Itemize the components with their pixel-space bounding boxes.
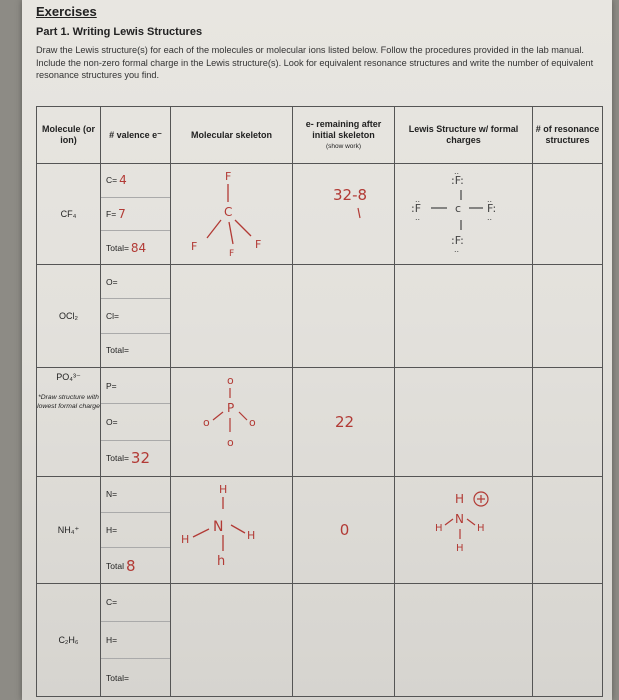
header-remaining [293,107,395,164]
valence-line[interactable]: H= [101,622,170,660]
lewis-structure-cell[interactable] [395,584,533,697]
valence-line[interactable]: O= [101,404,170,440]
table-row [37,164,603,265]
handwritten-answer: 4 [119,173,127,188]
cf4-lewis-drawing [395,164,533,264]
svg-text:H: H [477,523,485,534]
svg-text:..: .. [487,213,493,222]
molecule-name: C₂H₆ [58,635,79,645]
valence-line[interactable]: Total= 32 [106,449,151,468]
svg-text:..: .. [487,195,493,204]
nh4-lewis-drawing [395,477,533,583]
valence-cell [101,265,171,368]
table-header-row [37,107,603,164]
lewis-structure-table [36,106,603,697]
valence-line[interactable]: P= [101,368,170,404]
svg-text:h: h [217,554,226,569]
handwritten-answer: 7 [118,207,126,221]
svg-text:o: o [203,416,210,429]
handwritten-mark [355,206,365,220]
cf4-skeleton-drawing [171,164,293,264]
handwritten-answer: 32 [130,449,151,468]
svg-text:c: c [455,202,462,215]
skeleton-cell[interactable] [171,368,293,477]
svg-text:P: P [227,401,235,415]
molecule-name: OCl₂ [59,311,78,321]
valence-line[interactable]: N= [101,477,170,513]
svg-text:F: F [225,170,232,183]
header-molecule: Molecule (or ion) [37,107,101,164]
skeleton-cell[interactable] [171,164,293,265]
valence-cell [101,164,171,265]
molecule-note: *Draw structure with lowest formal charge [37,394,100,410]
remaining-cell[interactable] [293,164,395,265]
svg-text:..: .. [415,213,421,222]
molecule-cell [37,584,101,697]
remaining-cell[interactable] [293,477,395,584]
valence-line[interactable]: O= [101,265,170,299]
header-resonance: # of resonance structures [533,107,603,164]
po4-skeleton-drawing [171,368,293,476]
header-lewis: Lewis Structure w/ formal charges [395,107,533,164]
handwritten-answer: 8 [125,556,136,575]
molecule-cell [37,477,101,584]
molecule-cell [37,368,101,477]
lewis-structure-cell[interactable] [395,265,533,368]
lewis-structure-cell[interactable] [395,368,533,477]
svg-text:H: H [456,543,464,554]
table-row [37,368,603,477]
svg-text:N: N [213,519,224,535]
header-remaining-sub: (show work) [325,142,362,150]
svg-text:H: H [435,523,443,534]
svg-text:o: o [227,436,234,449]
skeleton-cell[interactable] [171,584,293,697]
table-row [37,584,603,697]
remaining-cell[interactable] [293,265,395,368]
valence-line[interactable]: Total= [106,672,129,683]
header-skeleton: Molecular skeleton [171,107,293,164]
resonance-cell[interactable] [533,584,603,697]
svg-text:N: N [455,512,464,526]
svg-text::F:: :F: [451,234,464,247]
svg-text:..: .. [454,167,460,176]
svg-text:H: H [455,492,465,506]
svg-text:o: o [227,374,234,387]
svg-text:F: F [191,240,198,253]
part-heading: Part 1. Writing Lewis Structures [36,26,203,38]
svg-text:H: H [219,483,228,496]
molecule-name: NH₄⁺ [57,524,80,535]
valence-cell [101,368,171,477]
remaining-work: 0 [339,521,350,539]
remaining-cell[interactable] [293,368,395,477]
valence-line[interactable]: C= [101,584,170,622]
molecule-cell [37,265,101,368]
valence-line[interactable]: Cl= [101,299,170,333]
table-row [37,265,603,368]
valence-line[interactable]: Total= 84 [106,240,147,255]
valence-line[interactable]: H= [101,513,170,549]
skeleton-cell[interactable] [171,477,293,584]
molecule-name: CF₄ [60,209,77,219]
page-title: Exercises [36,4,97,19]
valence-line[interactable]: Total 8 [106,556,136,575]
svg-text:H: H [247,529,256,542]
svg-text:o: o [249,416,256,429]
instructions-text: Draw the Lewis structure(s) for each of the molecules or molecular ions listed below. Follow the procedures provided in the lab manual. Include the non-zero formal charge in the Lewis structure(s). Look for equivalent resonance structures and write the number of equivalent resonance structures you find. [36,45,594,80]
svg-text::F: :F [411,202,422,215]
lewis-structure-cell[interactable] [395,477,533,584]
svg-text:F:: F: [487,202,497,215]
remaining-work: 32-8 [333,186,368,204]
svg-text:H: H [181,533,190,546]
remaining-work: 22 [334,413,355,431]
resonance-cell[interactable] [533,265,603,368]
resonance-cell[interactable] [533,368,603,477]
header-remaining-label: e- remaining after initial skeleton [305,118,382,140]
molecule-name: PO₄³⁻ [56,372,81,382]
nh4-skeleton-drawing [171,477,293,583]
handwritten-answer: 84 [130,240,147,255]
molecule-cell [37,164,101,265]
valence-line[interactable]: Total= [106,345,129,356]
svg-text:..: .. [415,195,421,204]
valence-cell [101,584,171,697]
valence-cell [101,477,171,584]
header-valence: # valence e⁻ [101,107,171,164]
lewis-structure-cell[interactable] [395,164,533,265]
resonance-cell[interactable] [533,164,603,265]
svg-text:F: F [229,249,235,259]
skeleton-cell[interactable] [171,265,293,368]
remaining-cell[interactable] [293,584,395,697]
table-row [37,477,603,584]
worksheet-page [22,0,612,700]
resonance-cell[interactable] [533,477,603,584]
svg-text:..: .. [454,245,460,254]
valence-line[interactable]: C= 4 [101,164,170,198]
svg-text::F:: :F: [451,174,464,187]
svg-text:F: F [255,238,262,251]
valence-line[interactable]: F= 7 [101,198,170,232]
svg-text:C: C [224,205,233,219]
